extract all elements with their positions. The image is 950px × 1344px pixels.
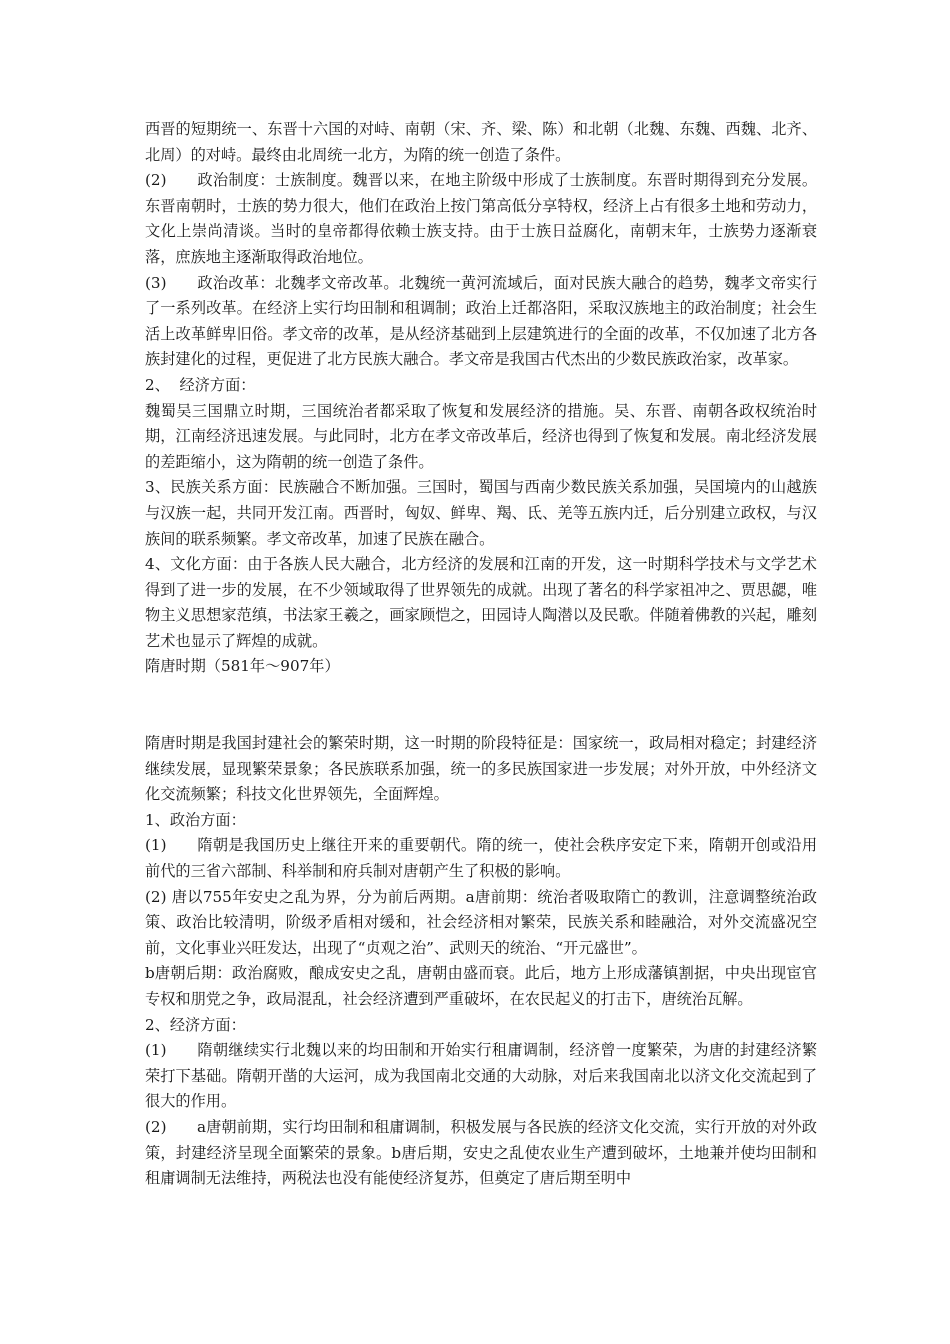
paragraph-text: (2) 唐以755年安史之乱为界，分为前后两期。a唐前期：统治者吸取隋亡的教训，注意调整统治政策、政治比较清明，阶级矛盾相对缓和，社会经济相对繁荣，民族关系和睦融洽，对外交流盛况空前，文化事业兴旺发达，出现了“贞观之治”、武则天的统治、“开元盛世”。 bbox=[145, 887, 817, 957]
paragraph-text: 隋朝继续实行北魏以来的均田制和开始实行租庸调制，经济曾一度繁荣，为唐的封建经济繁荣打下基础。隋朝开凿的大运河，成为我国南北交通的大动脉，对后来我国南北以济文化交流起到了很大的作用。 bbox=[145, 1041, 817, 1111]
paragraph bbox=[145, 885, 817, 962]
section-heading bbox=[145, 1013, 817, 1039]
paragraph bbox=[145, 117, 817, 168]
paragraph-text: 西晋的短期统一、东晋十六国的对峙、南朝（宋、齐、梁、陈）和北朝（北魏、东魏、西魏、北齐、北周）的对峙。最终由北周统一北方，为隋的统一创造了条件。 bbox=[145, 120, 817, 164]
paragraph-text: 隋唐时期是我国封建社会的繁荣时期，这一时期的阶段特征是：国家统一，政局相对稳定；封建经济继续发展，显现繁荣景象；各民族联系加强，统一的多民族国家进一步发展；对外开放，中外经济文化交流频繁；科技文化世界领先，全面辉煌。 bbox=[145, 734, 817, 804]
paragraph-text: 隋唐时期（581年～907年） bbox=[145, 657, 340, 676]
item-number: (3) bbox=[145, 273, 167, 292]
item-number: (1) bbox=[145, 836, 167, 855]
paragraph bbox=[145, 1115, 817, 1192]
spacer bbox=[145, 680, 817, 731]
document-body bbox=[145, 117, 817, 1192]
section-heading bbox=[145, 373, 817, 399]
item-number: (2) bbox=[145, 171, 167, 190]
paragraph-text: a唐朝前期，实行均田制和租庸调制，积极发展与各民族的经济文化交流，实行开放的对外政策，封建经济呈现全面繁荣的景象。b唐后期，安史之乱使农业生产遭到破坏，土地兼并使均田制和租庸调制无法维持，两税法也没有能使经济复苏，但奠定了唐后期至明中 bbox=[145, 1117, 817, 1188]
paragraph bbox=[145, 399, 817, 476]
paragraph-text: b唐朝后期：政治腐败，酿成安史之乱，唐朝由盛而衰。此后，地方上形成藩镇割据，中央出现宦官专权和朋党之争，政局混乱，社会经济遭到严重破坏，在农民起义的打击下，唐统治瓦解。 bbox=[145, 964, 817, 1008]
paragraph-text: 魏蜀吴三国鼎立时期，三国统治者都采取了恢复和发展经济的措施。吴、东晋、南朝各政权统治时期，江南经济迅速发展。与此同时，北方在孝文帝改革后，经济也得到了恢复和发展。南北经济发展的差距缩小，这为隋朝的统一创造了条件。 bbox=[145, 401, 817, 471]
section-heading bbox=[145, 808, 817, 834]
paragraph bbox=[145, 731, 817, 808]
paragraph-text: 政治制度：士族制度。魏晋以来，在地主阶级中形成了士族制度。东晋时期得到充分发展。东晋南朝时，士族的势力很大，他们在政治上按门第高低分享特权，经济上占有很多土地和劳动力，文化上崇尚清谈。当时的皇帝都得依赖士族支持。由于士族日益腐化，南朝末年，士族势力逐渐衰落，庶族地主逐渐取得政治地位。 bbox=[145, 171, 817, 266]
paragraph bbox=[145, 833, 817, 884]
paragraph bbox=[145, 168, 817, 270]
paragraph-text: 4、文化方面：由于各族人民大融合，北方经济的发展和江南的开发，这一时期科学技术与文学艺术得到了进一步的发展，在不少领域取得了世界领先的成就。出现了著名的科学家祖冲之、贾思勰，唯物主义思想家范缜，书法家王羲之，画家顾恺之，田园诗人陶潜以及民歌。伴随着佛教的兴起，雕刻艺术也显示了辉煌的成就。 bbox=[145, 555, 817, 650]
paragraph-text: 政治改革：北魏孝文帝改革。北魏统一黄河流域后，面对民族大融合的趋势，魏孝文帝实行了一系列改革。在经济上实行均田制和租调制；政治上迁都洛阳，采取汉族地主的政治制度；社会生活上改革鲜卑旧俗。孝文帝的改革，是从经济基础到上层建筑进行的全面的改革，不仅加速了北方各族封建化的过程，更促进了北方民族大融合。孝文帝是我国古代杰出的少数民族政治家，改革家。 bbox=[145, 273, 817, 369]
paragraph-text: 隋朝是我国历史上继往开来的重要朝代。隋的统一，使社会秩序安定下来，隋朝开创或沿用前代的三省六部制、科举制和府兵制对唐朝产生了积极的影响。 bbox=[145, 836, 817, 881]
paragraph-text: 3、民族关系方面：民族融合不断加强。三国时，蜀国与西南少数民族关系加强，吴国境内的山越族与汉族一起，共同开发江南。西晋时，匈奴、鲜卑、羯、氐、羌等五族内迁，后分别建立政权，与汉族间的联系频繁。孝文帝改革，加速了民族在融合。 bbox=[145, 478, 817, 548]
paragraph-text: 2、 经济方面： bbox=[145, 375, 256, 394]
section-title bbox=[145, 654, 817, 680]
paragraph-text: 1、政治方面： bbox=[145, 810, 246, 829]
item-number: (2) bbox=[145, 1117, 167, 1136]
paragraph bbox=[145, 961, 817, 1012]
paragraph-text: 2、经济方面： bbox=[145, 1015, 246, 1034]
paragraph bbox=[145, 271, 817, 373]
item-number: (1) bbox=[145, 1041, 167, 1060]
paragraph bbox=[145, 552, 817, 654]
paragraph bbox=[145, 475, 817, 552]
paragraph bbox=[145, 1038, 817, 1115]
